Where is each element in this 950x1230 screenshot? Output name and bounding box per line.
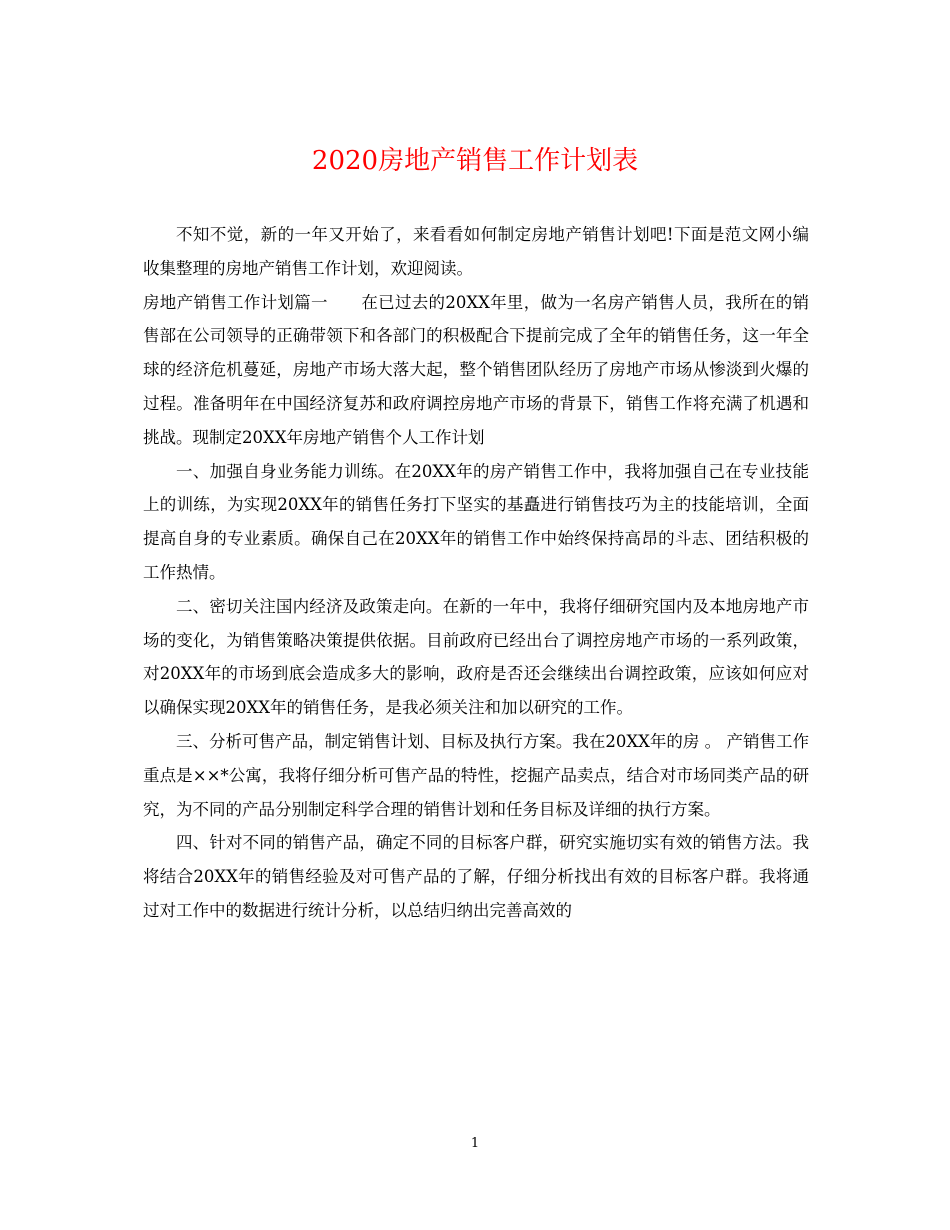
paragraph-item-three: 三、分析可售产品，制定销售计划、目标及执行方案。我在20XX年的房 。 产销售工作重点是××*公寓，我将仔细分析可售产品的特性，挖掘产品卖点，结合对市场同类产品的研究，为不同的产品分别制定科学合理的销售计划和任务目标及详细的执行方案。 (143, 731, 809, 819)
document-body (143, 218, 809, 928)
paragraph-plan-one: 房地产销售工作计划篇一 在已过去的20XX年里，做为一名房产销售人员，我所在的销售部在公司领导的正确带领下和各部门的积极配合下提前完成了全年的销售任务，这一年全球的经济危机蔓延，房地产市场大落大起，整个销售团队经历了房地产市场从惨淡到火爆的过程。准备明年在中国经济复苏和政府调控房地产市场的背景下，销售工作将充满了机遇和挑战。现制定20XX年房地产销售个人工作计划 (143, 292, 809, 447)
paragraph-item-two: 二、密切关注国内经济及政策走向。在新的一年中，我将仔细研究国内及本地房地产市场的变化，为销售策略决策提供依据。目前政府已经出台了调控房地产市场的一系列政策，对20XX年的市场到底会造成多大的影响，政府是否还会继续出台调控政策，应该如何应对以确保实现20XX年的销售任务，是我必须关注和加以研究的工作。 (143, 596, 809, 718)
page-number: 1 (470, 1136, 480, 1151)
document-title: 2020房地产销售工作计划表 (311, 146, 639, 176)
paragraph-item-one: 一、加强自身业务能力训练。在20XX年的房产销售工作中，我将加强自己在专业技能上的训练，为实现20XX年的销售任务打下坚实的基矗进行销售技巧为主的技能培训，全面提高自身的专业素质。确保自己在20XX年的销售工作中始终保持高昂的斗志、团结积极的工作热情。 (143, 461, 809, 582)
paragraph-intro: 不知不觉，新的一年又开始了，来看看如何制定房地产销售计划吧!下面是范文网小编收集整理的房地产销售工作计划，欢迎阅读。 (143, 225, 809, 278)
paragraph-item-four: 四、针对不同的销售产品，确定不同的目标客户群，研究实施切实有效的销售方法。我将结合20XX年的销售经验及对可售产品的了解，仔细分析找出有效的目标客户群。我将通过对工作中的数据进行统计分析，以总结归纳出完善高效的 (143, 833, 809, 920)
